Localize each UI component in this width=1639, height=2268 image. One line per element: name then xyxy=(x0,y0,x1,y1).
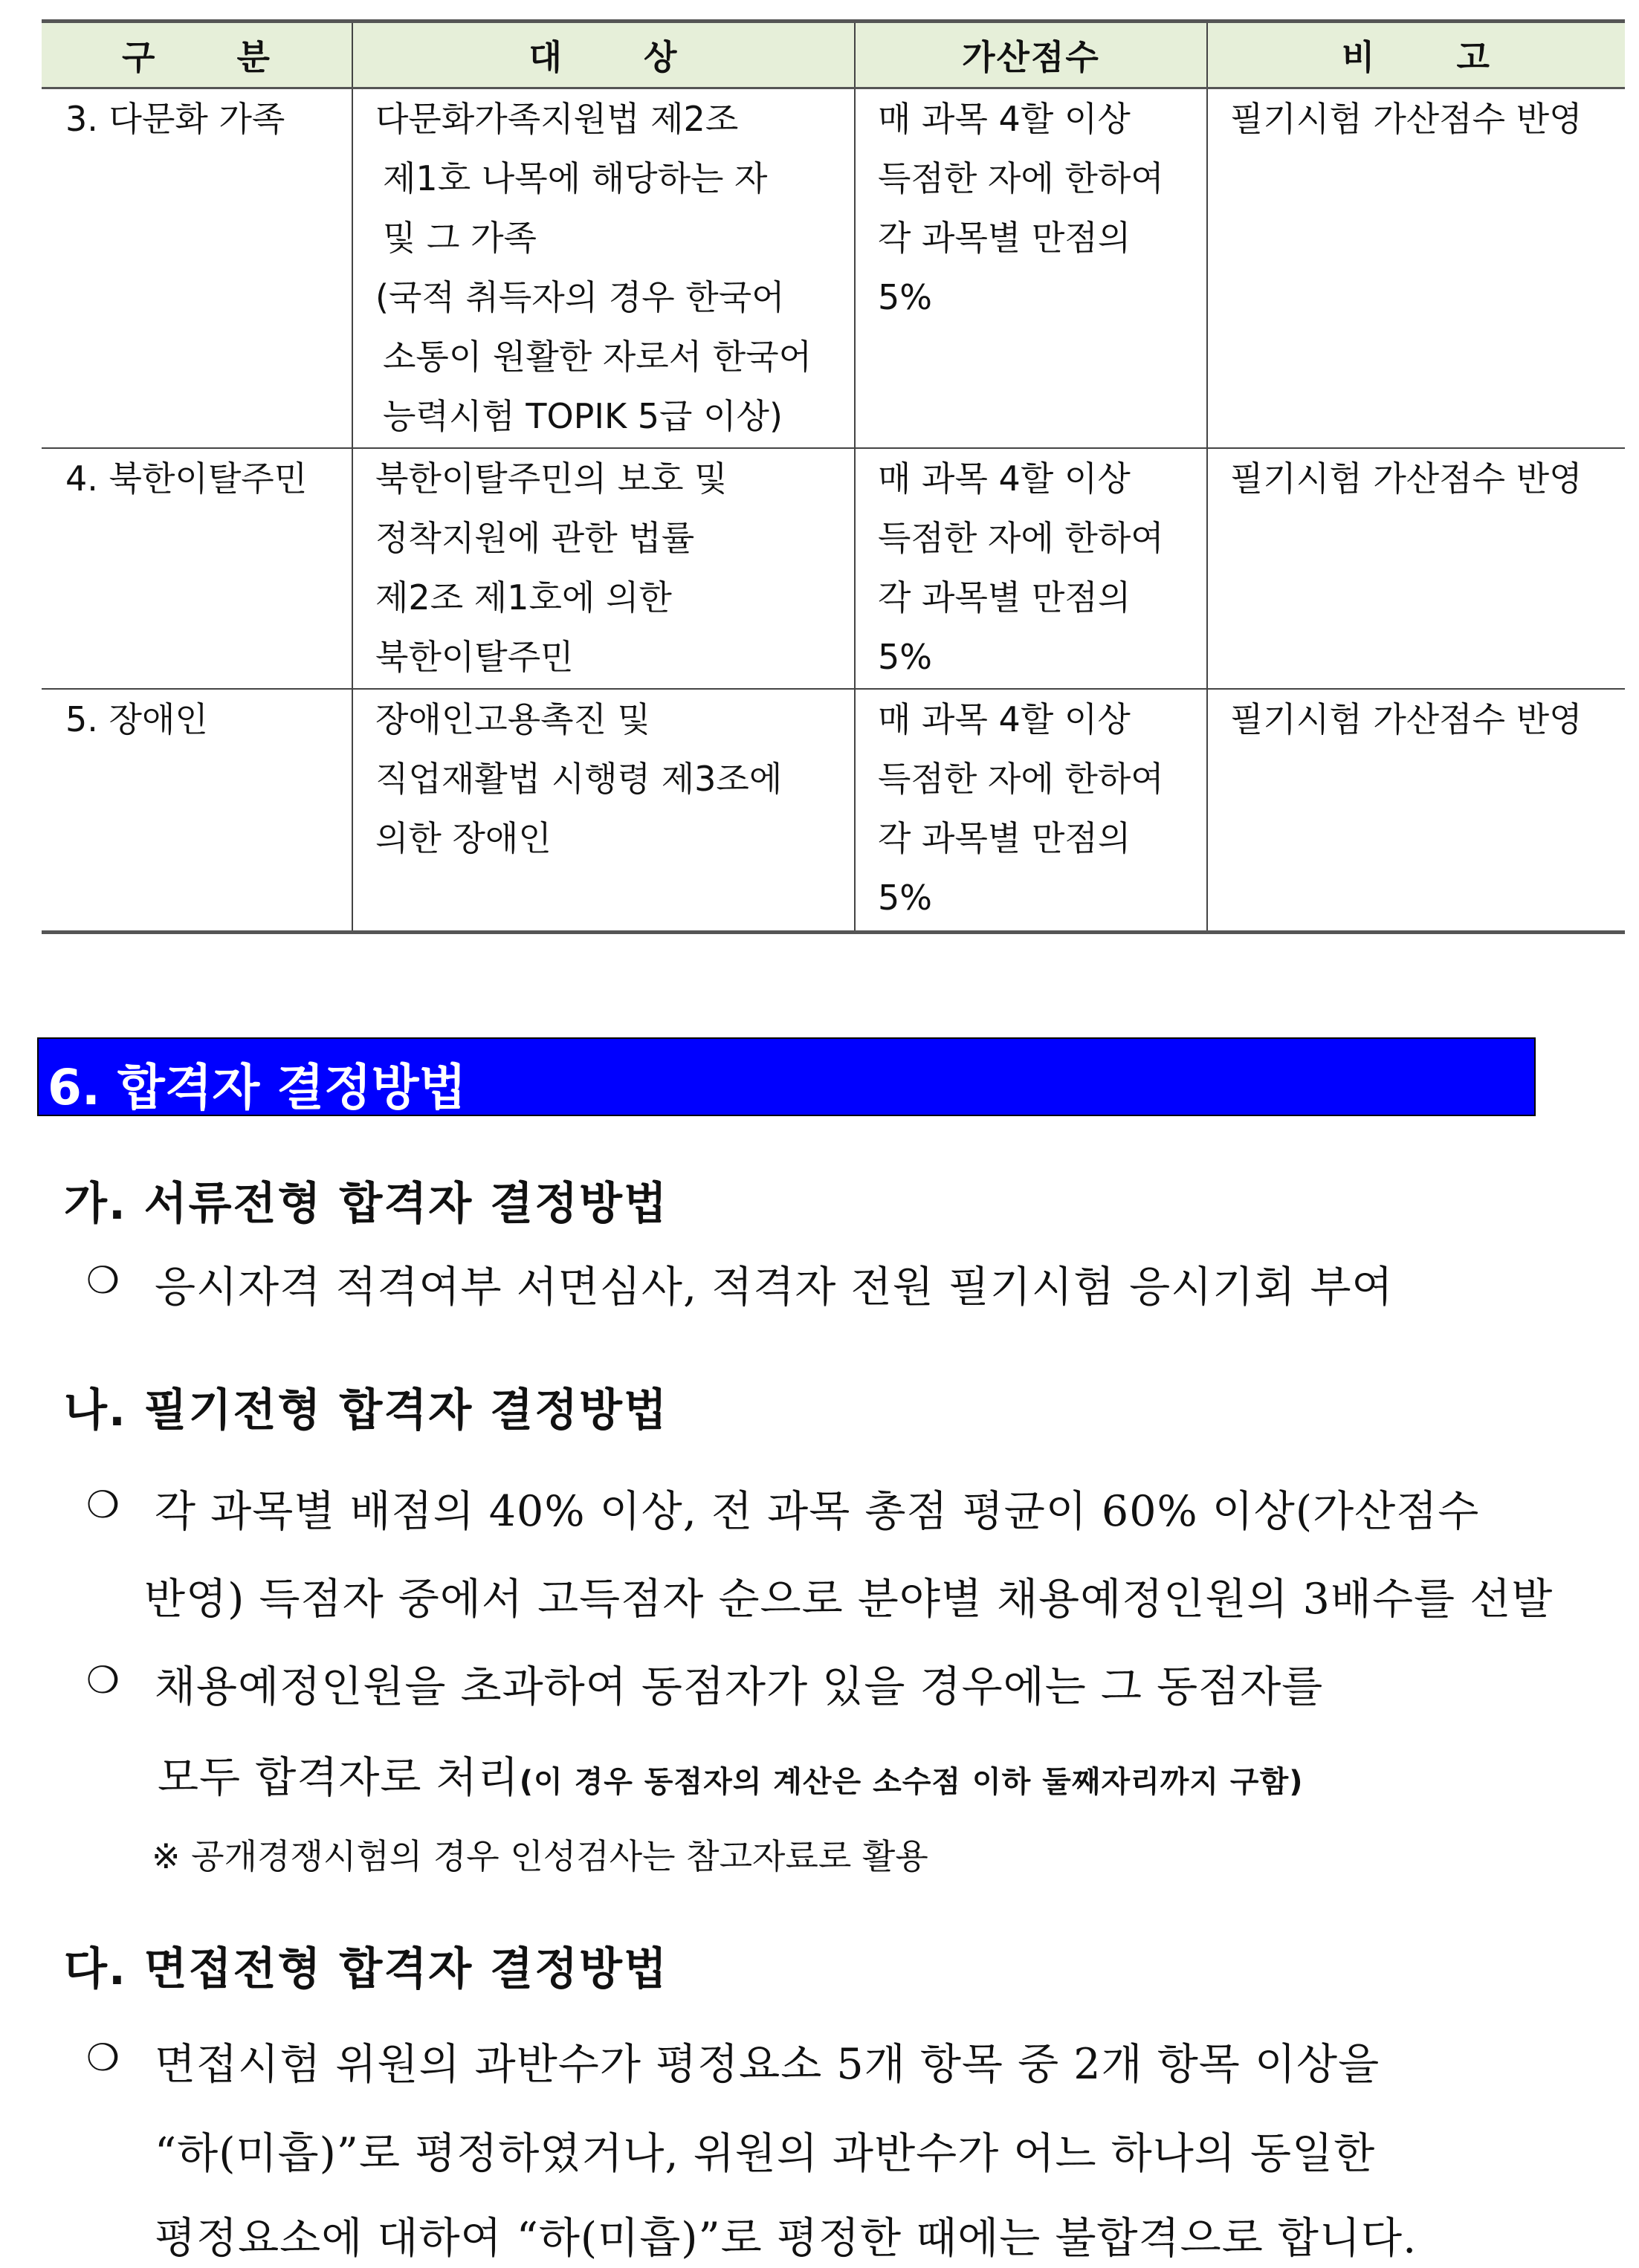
paragraph-line: 평정요소에 대하여 “하(미흡)”로 평정한 때에는 불합격으로 합니다. xyxy=(155,2214,1417,2263)
footnote: ※ 공개경쟁시험의 경우 인성검사는 참고자료로 활용 xyxy=(152,1836,928,1876)
row-points-line: 매 과목 4할 이상 xyxy=(878,459,1131,499)
section-header xyxy=(37,1037,1536,1116)
paragraph-line xyxy=(158,1743,1304,1804)
header-points: 가산점수 xyxy=(855,22,1207,88)
row-points-line: 득점한 자에 한하여 xyxy=(878,158,1164,198)
row-points-line: 득점한 자에 한하여 xyxy=(878,759,1164,799)
row-points-line: 득점한 자에 한하여 xyxy=(878,518,1164,558)
row-target-line: 다문화가족지원법 제2조 xyxy=(375,99,739,139)
row-points-line: 5% xyxy=(878,878,932,918)
bullet-icon: ❍ xyxy=(86,1659,120,1702)
row-target-line: 북한이탈주민의 보호 및 xyxy=(375,459,728,499)
paragraph-inline-note: (이 경우 동점자의 계산은 소수점 이하 둘째자리까지 구함) xyxy=(519,1765,1304,1799)
row-target-line: 제1호 나목에 해당하는 자 xyxy=(383,158,768,198)
row-target-line: 장애인고용촉진 및 xyxy=(375,699,651,739)
row-note: 필기시험 가산점수 반영 xyxy=(1230,699,1583,739)
subsection-heading-b: 나. 필기전형 합격자 결정방법 xyxy=(64,1384,668,1436)
row-points-line: 5% xyxy=(878,277,932,317)
table-row xyxy=(42,448,1625,689)
subsection-heading-c: 다. 면접전형 합격자 결정방법 xyxy=(64,1943,668,1995)
paragraph-text: 모두 합격자로 처리 xyxy=(158,1753,520,1802)
row-note: 필기시험 가산점수 반영 xyxy=(1230,459,1583,499)
paragraph-line: 응시자격 적격여부 서면심사, 적격자 전원 필기시험 응시기회 부여 xyxy=(155,1263,1394,1312)
table-row xyxy=(42,689,1625,933)
row-category: 5. 장애인 xyxy=(65,699,208,739)
paragraph-line: 반영) 득점자 중에서 고득점자 순으로 분야별 채용예정인원의 3배수를 선발 xyxy=(144,1575,1554,1624)
bullet-icon: ❍ xyxy=(86,1259,120,1302)
row-points-line: 각 과목별 만점의 xyxy=(878,577,1131,618)
row-target-line: 직업재활법 시행령 제3조에 xyxy=(375,759,783,799)
row-target-line: 북한이탈주민 xyxy=(375,637,574,677)
paragraph-line: 각 과목별 배점의 40% 이상, 전 과목 총점 평균이 60% 이상(가산점수 xyxy=(155,1487,1480,1536)
table-row xyxy=(42,88,1625,449)
row-category: 4. 북한이탈주민 xyxy=(65,459,308,499)
header-category: 구 분 xyxy=(42,22,352,88)
row-points-line: 각 과목별 만점의 xyxy=(878,818,1131,858)
row-points-line: 매 과목 4할 이상 xyxy=(878,99,1131,139)
row-points-line: 5% xyxy=(878,637,932,677)
subsection-heading-a: 가. 서류전형 합격자 결정방법 xyxy=(64,1178,668,1230)
row-points-line: 매 과목 4할 이상 xyxy=(878,699,1131,739)
bullet-icon: ❍ xyxy=(86,1483,120,1526)
row-target-line: (국적 취득자의 경우 한국어 xyxy=(375,277,785,317)
bullet-icon: ❍ xyxy=(86,2036,120,2079)
header-target: 대 상 xyxy=(352,22,855,88)
table-header-row xyxy=(42,22,1625,88)
header-note: 비 고 xyxy=(1207,22,1625,88)
bonus-points-table xyxy=(42,19,1625,934)
row-category: 3. 다문화 가족 xyxy=(65,99,285,139)
paragraph-line: 면접시험 위원의 과반수가 평정요소 5개 항목 중 2개 항목 이상을 xyxy=(155,2040,1380,2089)
row-points-line: 각 과목별 만점의 xyxy=(878,218,1131,258)
row-note: 필기시험 가산점수 반영 xyxy=(1230,99,1583,139)
section-title: 6. 합격자 결정방법 xyxy=(48,1059,467,1116)
row-target-line: 소통이 원활한 자로서 한국어 xyxy=(383,337,812,377)
row-target-line: 정착지원에 관한 법률 xyxy=(375,518,695,558)
row-target-line: 제2조 제1호에 의한 xyxy=(375,577,672,618)
paragraph-line: “하(미흡)”로 평정하였거나, 위원의 과반수가 어느 하나의 동일한 xyxy=(155,2129,1376,2178)
paragraph-line: 채용예정인원을 초과하여 동점자가 있을 경우에는 그 동점자를 xyxy=(155,1662,1324,1711)
row-target-line: 의한 장애인 xyxy=(375,818,552,858)
row-target-line: 및 그 가족 xyxy=(383,218,537,258)
row-target-line: 능력시험 TOPIK 5급 이상) xyxy=(383,396,783,436)
